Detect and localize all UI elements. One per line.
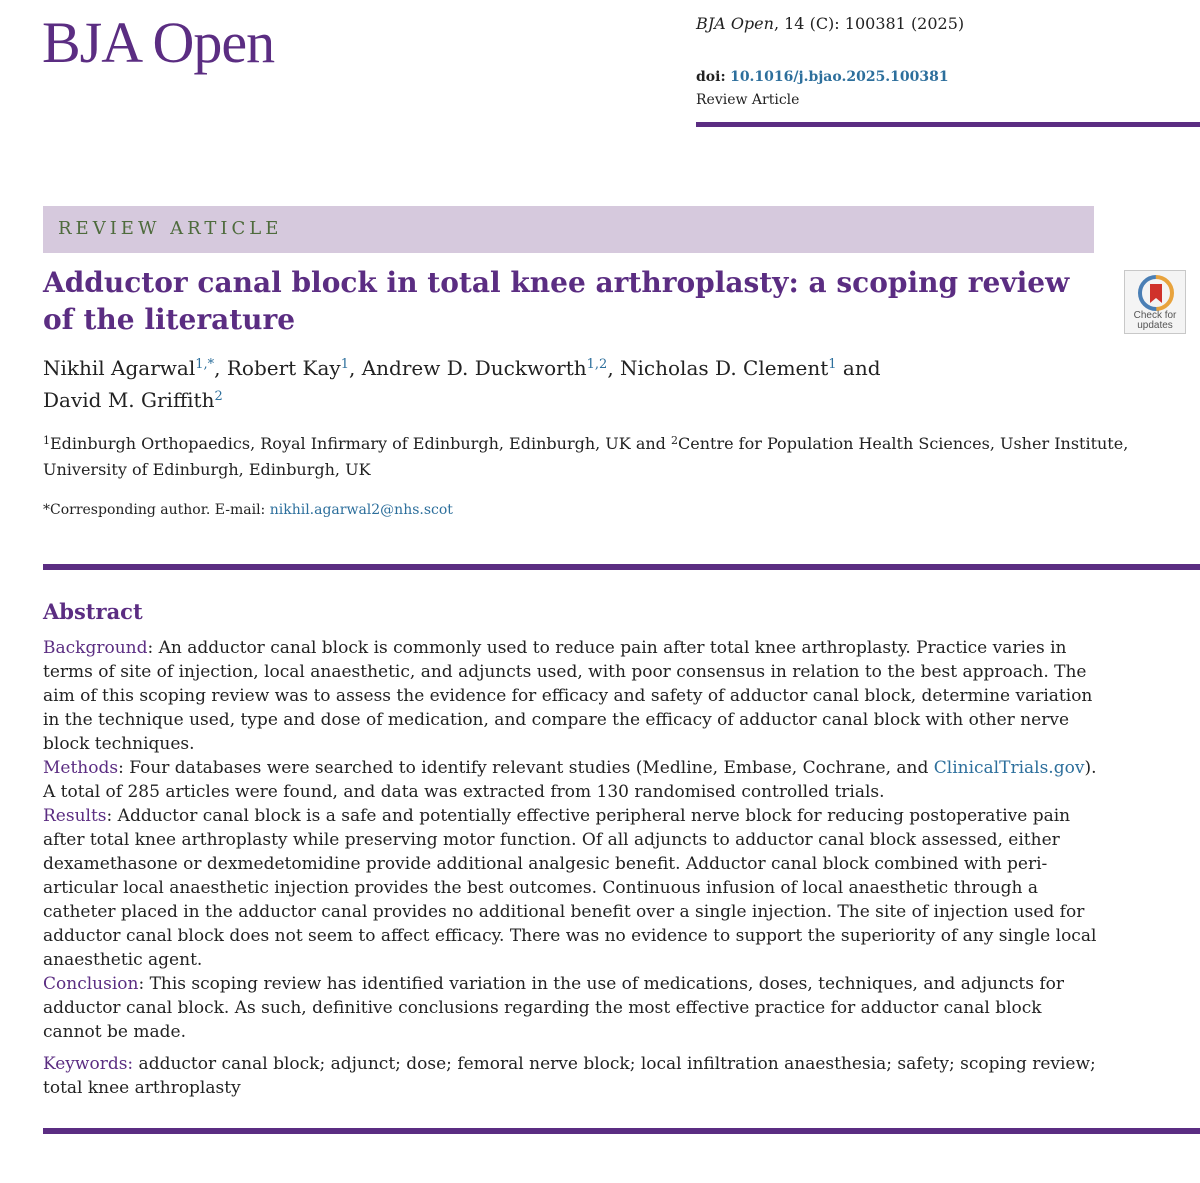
article-title: Adductor canal block in total knee arthroplasty: a scoping review of the literature	[43, 266, 1070, 336]
abstract-divider-top	[43, 564, 1200, 570]
abstract-results: Results: Adductor canal block is a safe and potentially effective peripheral nerve block for reducing postoperative pain after total knee arthroplasty while preserving motor function. Of all adjuncts to adductor canal block assessed, either dexamethasone or dexmedetomidine provide additional analgesic benefit. Adductor canal block combined with peri-articular local anaesthetic injection provides the best outcomes. Continuous infusion of local anaesthetic through a catheter placed in the adductor canal provides no additional benefit over a single injection. The site of injection used for adductor canal block does not seem to affect efficacy. There was no evidence to support the superiority of any single local anaesthetic agent.	[43, 806, 1097, 970]
article-type: Review Article	[696, 92, 800, 108]
abstract-methods: Methods: Four databases were searched to identify relevant studies (Medline, Embase, Cochrane, and ClinicalTrials.gov). A total of 285 articles were found, and data was extracted from 130 randomised controlled trials.	[43, 758, 1097, 802]
clinicaltrials-link[interactable]: ClinicalTrials.gov	[933, 758, 1085, 778]
abstract-background: Background: An adductor canal block is commonly used to reduce pain after total knee arthroplasty. Practice varies in terms of site of injection, local anaesthetic, and adjuncts used, with poor consensus in relation to the best approach. The aim of this scoping review was to assess the evidence for efficacy and safety of adductor canal block, determine variation in the technique used, type and dose of medication, and compare the efficacy of adductor canal block with other nerve block techniques.	[43, 638, 1093, 754]
author: Nikhil Agarwal	[43, 356, 196, 380]
affiliations: $^1$Edinburgh Orthopaedics, Royal Infirmary of Edinburgh, Edinburgh, UK and $^2$Centre for Population Health Sciences, Usher Institute, University of Edinburgh, Edinburgh, UK	[43, 434, 1129, 479]
email-link[interactable]: nikhil.agarwal2@nhs.scot	[269, 502, 453, 518]
doi-link[interactable]: 10.1016/j.bjao.2025.100381	[730, 69, 949, 85]
author-list: Nikhil Agarwal$^{1,*}$, Robert Kay$^1$, Andrew D. Duckworth$^{1,2}$, Nicholas D. Clement$^1$ and David M. Griffith$^2$	[43, 356, 881, 412]
author-affil-sup[interactable]: 1	[340, 357, 349, 372]
doi-line	[696, 68, 949, 86]
check-for-updates-label: Check for updates	[1133, 310, 1177, 331]
check-for-updates-button[interactable]	[1124, 270, 1186, 334]
author: Andrew D. Duckworth	[361, 356, 587, 380]
author-affil-sup[interactable]: 1,2	[586, 357, 608, 372]
author-affil-sup[interactable]: 1	[828, 357, 837, 372]
citation-volume: , 14 (C): 100381 (2025)	[773, 14, 965, 33]
section-band-label: REVIEW ARTICLE	[58, 218, 283, 239]
citation-journal-name: BJA Open	[696, 14, 774, 33]
author: Nicholas D. Clement	[620, 356, 829, 380]
abstract-body	[43, 636, 1100, 1044]
citation	[696, 14, 964, 34]
corresponding-author: *Corresponding author. E-mail: nikhil.agarwal2@nhs.scot	[43, 502, 453, 518]
check-for-updates-icon	[1137, 274, 1175, 312]
abstract-heading: Abstract	[43, 599, 143, 624]
abstract-conclusion: Conclusion: This scoping review has identified variation in the use of medications, doses, techniques, and adjuncts for adductor canal block. As such, definitive conclusions regarding the most effective practice for adductor canal block cannot be made.	[43, 974, 1065, 1042]
author: Robert Kay	[226, 356, 341, 380]
header-divider	[696, 122, 1200, 127]
doi-label: doi:	[696, 69, 726, 85]
author-affil-sup[interactable]: 1,*	[195, 357, 215, 372]
author-affil-sup[interactable]: 2	[214, 389, 223, 404]
keywords: Keywords: adductor canal block; adjunct; dose; femoral nerve block; local infiltration anaesthesia; safety; scoping review; total knee arthroplasty	[43, 1054, 1096, 1098]
author: David M. Griffith	[43, 388, 215, 412]
journal-logo: BJA Open	[42, 10, 275, 75]
abstract-divider-bottom	[43, 1128, 1200, 1134]
section-band	[43, 206, 1094, 253]
